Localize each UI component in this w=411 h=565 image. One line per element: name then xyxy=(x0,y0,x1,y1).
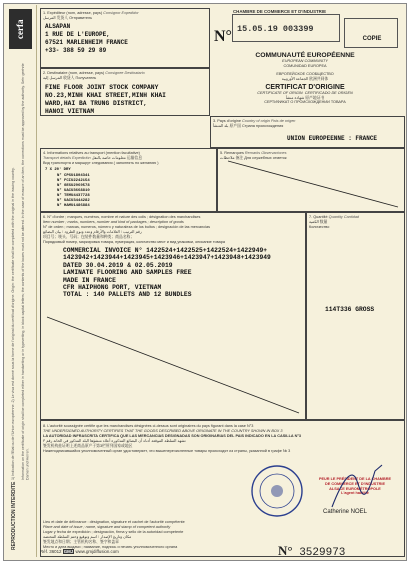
container-item: N° HAMU1486884 xyxy=(57,204,90,208)
box4-label-ru: Вид транспорта и маршрут следования ( заполнять по желанию ) xyxy=(43,161,159,165)
box3-label-es: País de origen xyxy=(270,119,296,123)
consignor-address1: 1 RUE DE L'EUROPE, xyxy=(45,31,110,38)
chamber-seal xyxy=(249,463,305,519)
box6-label-es: N° de orden ; marcas, numeros, número y naturaleza de los bultos ; designación de las mercancias xyxy=(43,225,210,229)
certificate-title-block xyxy=(210,84,400,105)
chamber-stamp-date: 15.05.19 xyxy=(237,24,278,34)
box7-label-ru: Количество xyxy=(309,225,330,229)
footer-serial: 3529973 xyxy=(299,547,346,559)
community-block xyxy=(210,52,400,72)
box2-consignee xyxy=(40,68,210,116)
footer-serial-block xyxy=(278,543,345,559)
box4-label-intl: معلومات خاصة بالنقل 运输信息 xyxy=(91,156,142,160)
chamber-stamp xyxy=(232,9,340,42)
box5-remarks xyxy=(217,148,405,212)
place-es: Lugar y fecha de expedición ; designación, firma y sello de la autoridad competente xyxy=(43,530,184,534)
place-ru: Место и дата выдачи ; название, подпись и печать уполномоченного органа xyxy=(43,545,178,549)
box1-label-intl: المرسل 发货人 Отправитель xyxy=(43,16,93,20)
community-block-2 xyxy=(210,72,400,81)
footer-ref-block xyxy=(40,549,119,554)
certificate-title: CERTIFICAT D'ORIGINE xyxy=(265,84,345,91)
container-item: N° GESU2969578 xyxy=(57,184,90,188)
consignee-line4: HANOI VIETNAM xyxy=(45,108,95,115)
box7-quantity xyxy=(306,212,405,420)
box7-label-en: Quantity xyxy=(328,215,343,219)
container-item: N° TEMU4437728 xyxy=(57,194,90,198)
certificate-es: CERTIFICADO DE ORIGEN xyxy=(304,91,353,95)
container-item: N° UACU3668810 xyxy=(57,189,90,193)
place-en: Place and date of issue ; name, signature and stamp of competent authority xyxy=(43,525,171,529)
box3-country-origin xyxy=(210,116,405,148)
copie-label: COPIE xyxy=(362,36,382,42)
box1-label-es: Expedidor xyxy=(121,11,139,15)
container-item: N° FCIU2242154 xyxy=(57,179,90,183)
box2-label: 2. Destinataire (nom, adresse, pays) xyxy=(43,71,105,75)
box8-zh: 签发机构兹证明上述商品原产于第3栏所列国家或地区 xyxy=(43,444,133,448)
box2-label-intl: المرسل إليه 收货人 Получатель xyxy=(43,76,97,80)
invoice-line-2: 1423942+1423944+1423945+1423946+1423947+1423948+1423949 xyxy=(63,254,271,262)
gross-weight: 114T336 GROSS xyxy=(325,306,375,313)
container-list xyxy=(57,174,90,209)
copie-box xyxy=(344,18,398,48)
box4-label: 4. Informations relatives au transport (mention facultative) xyxy=(43,151,140,155)
made-in: MADE IN FRANCE xyxy=(63,276,116,284)
box4-label-es: Expedición xyxy=(72,156,91,160)
box1-consignor xyxy=(40,8,210,68)
certificate-ru: СЕРТИФИКАТ О ПРОИСХОЖДЕНИИ ТОВАРА xyxy=(264,100,346,105)
vertical-notice-2: Information on the certificate of origin shall be completed either in handwriting or in typewriting, in block capital letters; the contents of the boxes must not be altered. In the case of erasure of an item, the corrections must be approved by the authority. Sehr geehrte Damen und Herren. xyxy=(21,63,30,480)
consignee-line3: WARD,HAI BA TRUNG DISTRICT, xyxy=(45,100,148,107)
box8-en: THE UNDERSIGNED AUTHORITY CERTIFIES THAT THE GOODS DESCRIBED ABOVE ORIGINATE IN THE COUNTRY SHOWN IN BOX 3 xyxy=(43,429,283,433)
place-label: Lieu et date de délivrance : désignation, signature et cachet de l'autorité compétente xyxy=(43,520,185,524)
certificate-en: CERTIFICATE OF ORIGIN xyxy=(257,91,303,95)
place-zh: 签发地点和日期；主管机构名称、签字和盖章 xyxy=(43,540,119,544)
consignor-name: ALSAPAN xyxy=(45,23,71,30)
box8-es: LA AUTORIDAD INFRASCRITA CERTIFICA QUE LAS MERCANCIAS DESIGNADAS SON ORIGINARIAS DEL PAIS INDICADO EN LA CASILLA N°3 xyxy=(43,434,301,438)
vertical-notice-1: 1) Indication de l'Etat ou de l'Union européenne. 2) Le visa est donné sous la forme de l'original du certificat d'origine. Origin: the certificate shall be completed with the original in the issuing country. xyxy=(11,167,15,480)
reproduction-notice: REPRODUCTION INTERDITE xyxy=(11,481,17,550)
box4-label-en: Transport details xyxy=(43,156,71,160)
box3-label: 3. Pays d'origine xyxy=(213,119,241,123)
signature-stamp-line2: DE COMMERCE ET D'INDUSTRIE xyxy=(325,481,385,486)
container-item: N° UACU3444282 xyxy=(57,199,90,203)
box5-label-es: Observaciones xyxy=(261,151,287,155)
box1-label: 1. Expéditeur (nom, adresse, pays) xyxy=(43,11,103,15)
signature-stamp-line3: ALSACE EUROMÉTROPOLE xyxy=(329,486,381,491)
box8-label: 8. L'autorité soussignée certifie que les marchandises désignées ci-dessus sont originaires du pays figurant dans la case N°3 xyxy=(43,424,254,428)
box7-label: 7. Quantité xyxy=(309,215,328,219)
certificate-intl: شهادة منشأ 原产地证书 xyxy=(285,95,325,100)
box2-label-es: Destinatario xyxy=(124,71,145,75)
country-of-origin: UNION EUROPEENNE : FRANCE xyxy=(287,135,378,142)
community-line5: الجماعة الأوروبية 欧洲共同体 xyxy=(281,76,329,81)
container-count: 7 X 20' DRY xyxy=(45,168,71,172)
box6-label: 6. N° d'ordre ; marques, numéros, nombre et nature des colis ; désignation des marchandises xyxy=(43,215,201,219)
community-line1: COMMUNAUTÉ EUROPÉENNE xyxy=(255,52,355,59)
community-line2: EUROPEAN COMMUNITY xyxy=(282,59,328,63)
box6-label-zh: 项目号；唛头、号码；包装件数量和种类；商品名称； xyxy=(43,235,135,239)
cerfa-logo: cerfa xyxy=(9,9,32,49)
box6-goods xyxy=(40,212,306,420)
box7-label-intl: الكمية 数量 xyxy=(309,220,328,224)
invoice-line-1: COMMERCIAL INVOICE N° 1422524+1422525+1422524+1422949+ xyxy=(63,247,268,254)
box1-label-en: Consignor xyxy=(103,11,121,15)
box8-ar: تشهد السلطة الموقعة أدناه أن البضائع المذكورة أعلاه منشؤها البلد المذكور في الخانة رقم ٣ xyxy=(43,439,186,443)
container-item: N° CPSU1804341 xyxy=(57,174,90,178)
goods-cancel-line xyxy=(41,213,307,421)
box5-label: 5. Remarques xyxy=(220,151,244,155)
chamber-stamp-ref: 003399 xyxy=(282,24,314,34)
signature-stamp-line1: PEUR LE PRÉSIDENT DE LA CHAMBRE xyxy=(318,477,391,481)
box8-certification xyxy=(40,420,405,557)
signer-name: Catherine NOEL xyxy=(323,509,368,515)
signature-stamp-line4: L'agent habilité xyxy=(341,491,369,496)
box8-ru: Нижеподписавшийся уполномоченный орган удостоверяет, что вышеперечисленные товары происходят из страны, указанной в графе № 3 xyxy=(43,449,291,453)
footer-ref: Réf. 36012 xyxy=(40,549,62,554)
footer-brand-logo: GMJ xyxy=(63,549,74,554)
box6-label-en: Item number ; marks, numbers, number and kind of packages ; description of goods xyxy=(43,220,184,224)
box5-label-intl: ملاحظات 备注 Для служебных отметок xyxy=(220,156,287,160)
consignee-line2: NO.23,MINH KHAI STREET,MINH KHAI xyxy=(45,92,166,99)
box2-label-en: Consignee xyxy=(105,71,124,75)
handwritten-signature xyxy=(327,461,387,513)
box5-label-en: Remarks xyxy=(244,151,261,155)
goods-name: LAMINATE FLOORING AND SAMPLES FREE xyxy=(63,269,192,277)
invoice-dated: DATED 30.04.2019 & 02.05.2019 xyxy=(63,261,173,269)
community-line3: COMUNIDAD EUROPEA xyxy=(283,63,327,68)
consignor-address2: 67521 MARLENHEIM FRANCE xyxy=(45,39,128,46)
place-ar: مكان وتاريخ الإصدار ؛ اسم وتوقيع وختم السلطة المختصة xyxy=(43,535,132,539)
box3-label-en: Country of origin xyxy=(242,119,270,123)
box3-label-intl: بلد المنشأ 原产国 Страна происхождения xyxy=(213,124,284,128)
chamber-stamp-title: CHAMBRE DE COMMERCE ET D'INDUSTRIE xyxy=(233,9,327,14)
consignee-line1: FINE FLOOR JOINT STOCK COMPANY xyxy=(45,84,159,91)
serial-top-prefix: N° xyxy=(214,28,232,45)
consignor-phone: +33- 388 59 29 89 xyxy=(45,47,107,54)
box6-label-ru: Порядковый номер, маркировка товара, нумерация, количество мест и вид упаковки, описание товара xyxy=(43,240,225,244)
box4-transport xyxy=(40,148,217,212)
footer-site: www.gmjdiffusion.com xyxy=(75,549,119,554)
footer-serial-prefix: N° xyxy=(278,543,293,558)
box7-label-es: Cantidad xyxy=(343,215,360,219)
cfr-port: CFR HAIPHONG PORT, VIETNAM xyxy=(63,284,162,292)
box6-label-ar: رقم الترتيب ؛ العلامات والأرقام وعدد ونوع الطرود ؛ بيان البضائع xyxy=(43,230,142,234)
remarks-cancel-line xyxy=(218,149,406,213)
community-line4: ЕВРОПЕЙСКОЕ СООБЩЕСТВО xyxy=(276,72,334,76)
total-packages: TOTAL : 140 PALLETS AND 12 BUNDLES xyxy=(63,291,192,299)
